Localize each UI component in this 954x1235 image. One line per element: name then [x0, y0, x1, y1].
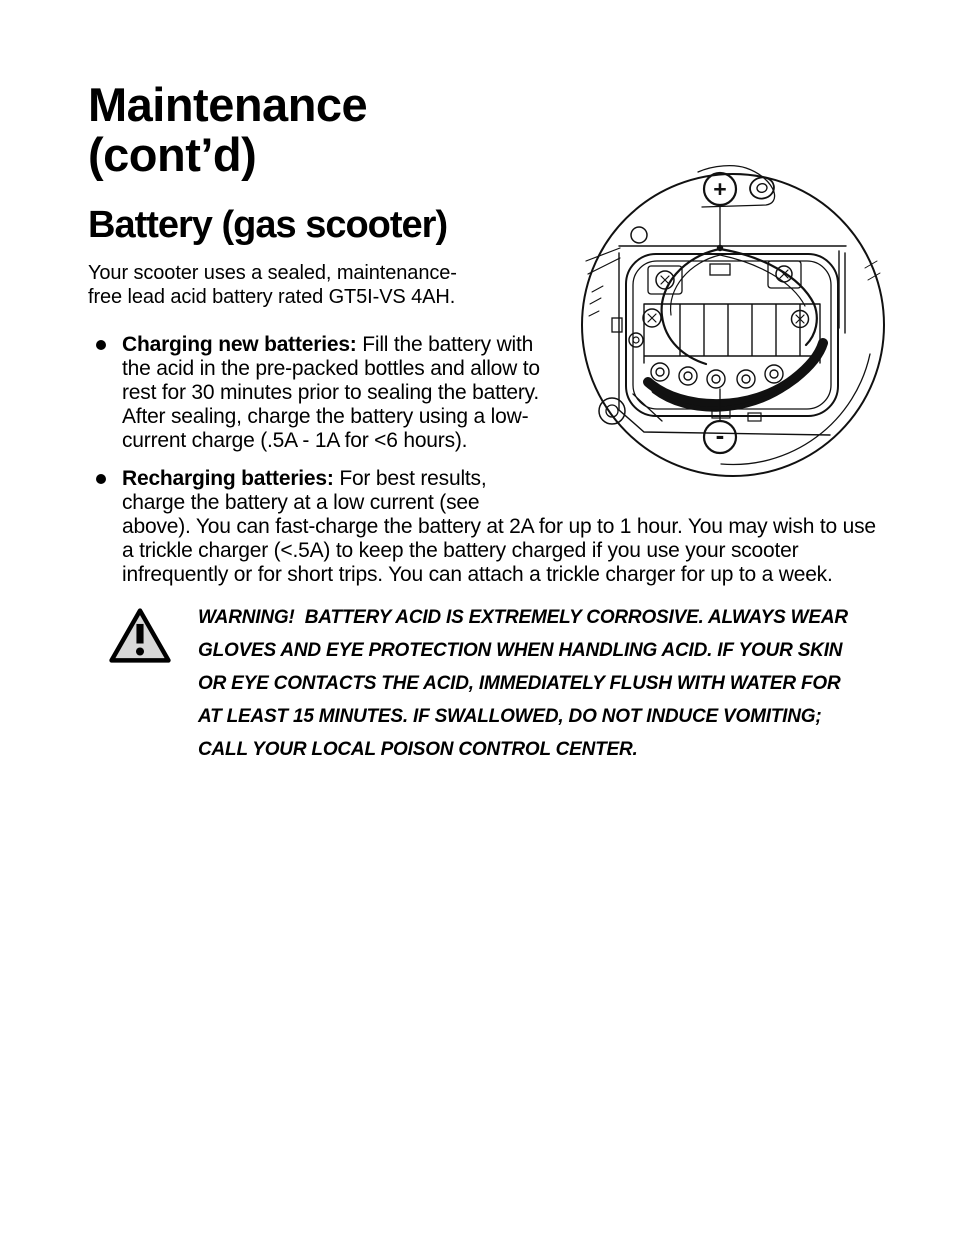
intro-paragraph: Your scooter uses a sealed, maintenance-free lead acid battery rated GT5I-VS 4AH. — [88, 261, 457, 308]
hatch-marks-left — [589, 286, 603, 316]
vent-slot — [710, 264, 730, 275]
page-title: Maintenance (cont’d) — [88, 78, 368, 181]
warning-triangle-icon — [108, 605, 172, 666]
bullet-text: Fill the battery with the acid in the pre-packed bottles and allow to rest for 30 minutes prior to sealing the battery. After sealing, charge the battery using a low-current charge (.5A - 1A for <6 hours). — [122, 332, 540, 452]
deck-hole — [631, 227, 647, 243]
negative-terminal-label: - — [715, 420, 725, 450]
warning-note — [88, 601, 892, 766]
bullet-lead: Recharging batteries: — [122, 466, 334, 490]
bullet-lead: Charging new batteries: — [122, 332, 357, 356]
bullet-recharging-batteries — [88, 467, 892, 587]
deck-edge-lines — [586, 248, 620, 274]
bullet-charging-new-batteries — [88, 333, 892, 453]
bullet-text: For best results, charge the battery at a low current (see above). You can fast-charge the battery at 2A for up to 1 hour. You may wish to use a trickle charger (<.5A) to keep the battery charged if you use your scooter infrequently or for short trips. You can attach a trickle charger for up to a week. — [122, 466, 876, 586]
warning-text: WARNING! BATTERY ACID IS EXTREMELY CORROSIVE. ALWAYS WEAR GLOVES AND EYE PROTECTION WHEN HANDLING ACID. IF YOUR SKIN OR EYE CONTACTS THE ACID, IMMEDIATELY FLUSH WITH WATER FOR AT LEAST 15 MINUTES. IF SWALLOWED, DO NOT INDUCE VOMITING; CALL YOUR LOCAL POISON CONTROL CENTER. — [198, 606, 854, 760]
bullet-icon — [96, 474, 106, 484]
section-heading: Battery (gas scooter) — [88, 203, 448, 246]
hatch-marks-right — [865, 261, 880, 280]
bullet-icon — [96, 340, 106, 350]
positive-terminal-label: + — [713, 176, 727, 202]
